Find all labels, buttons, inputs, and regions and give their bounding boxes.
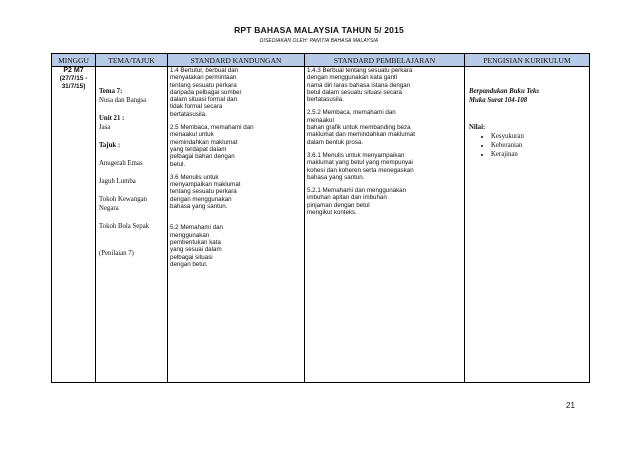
table-header-row	[52, 54, 590, 67]
tajuk-item: Jaguh Lumba	[99, 178, 136, 185]
lesson-plan-table	[51, 53, 590, 383]
unit-label: Unit 21 :	[99, 115, 125, 122]
list-item: • Kesyukuran	[491, 132, 585, 141]
list-item: • Keberanian	[491, 141, 585, 150]
week-label: P2 M7	[63, 67, 84, 74]
penilaian-label: (Penilaian 7)	[99, 250, 134, 257]
tajuk-label: Tajuk :	[99, 142, 121, 149]
buku-teks-line: Berpandukan Buku Teks	[469, 88, 540, 95]
sk-item-3: 3.6 Menulis untuk menyampaikan maklumat tentang sesuatu perkara dengan menggunakan bahasa yang santun.	[170, 173, 241, 211]
tajuk-item: Tokoh Bola Sepak	[99, 223, 150, 230]
muka-surat-line: Muka Surat 104-108	[469, 97, 528, 104]
sk-item-1: 1.4 Bertutur, berbual dan menyatakan permintaan tentang sesuatu perkara daripada pelbagai sumber dalam situasi formal dan tidak formal secara bertatasusila.	[170, 67, 242, 118]
header-standard-pembelajaran: STANDARD PEMBELAJARAN	[305, 54, 465, 67]
page-number: 21	[566, 401, 575, 410]
tajuk-item: Anugerah Emas	[99, 160, 143, 167]
week-dates-end: 31/7/15)	[61, 83, 86, 90]
table-row	[52, 67, 590, 383]
sk-item-2: 2.5 Membaca, memahami dan menaakul untuk memindahkan maklumat yang terdapat dalam pelbagai bahan dengan betul.	[170, 124, 254, 168]
sp-item-2: 2.5.2 Membaca, memahami dan menaakul bahan grafik untuk membanding beza maklumat dan memindahkan maklumat dalam bentuk prosa.	[307, 109, 415, 146]
cell-standard-pembelajaran	[305, 67, 465, 383]
week-dates-start: (27/7/15 -	[59, 75, 88, 82]
sp-item-4: 5.2.1 Memahami dan menggunakan imbuhan apitan dan imbuhan pinjaman dengan betul mengikut konteks.	[307, 187, 407, 217]
sp-item-3: 3.6.1 Menulis untuk menyampaikan maklumat yang betul yang mempunyai kohesi dan koheren serta menegaskan bahasa yang santun.	[307, 151, 414, 181]
document-title: RPT BAHASA MALAYSIA TAHUN 5/ 2015	[234, 25, 404, 35]
header-standard-kandungan: STANDARD KANDUNGAN	[168, 54, 305, 67]
header-pengisian-kurikulum: PENGISIAN KURIKULUM	[465, 54, 590, 67]
sk-item-4: 5.2 Memahami dan menggunakan pembentukan kata yang sesuai dalam pelbagai situasi dengan betul.	[170, 224, 223, 268]
header-tema-tajuk: TEMA/TAJUK	[96, 54, 168, 67]
tema-name: Nusa dan Bangsa	[99, 97, 147, 104]
tema-label: Tema 7:	[99, 88, 123, 95]
list-item: • Kerajinan	[491, 150, 585, 159]
document-subtitle: DISEDIAKAN OLEH: PANITIA BAHASA MALAYSIA	[259, 38, 379, 44]
cell-pengisian-kurikulum	[465, 67, 590, 383]
cell-tema-tajuk	[96, 67, 168, 383]
nilai-label: Nilai:	[469, 124, 486, 131]
sp-item-1: 1.4.3 Berbual tentang sesuatu perkara dengan menggunakan kata ganti nama diri laras bahasa istana dengan betul dalam sesuatu situasi secara bertatasusila.	[307, 67, 413, 104]
nilai-list	[469, 132, 585, 159]
cell-standard-kandungan	[168, 67, 305, 383]
tajuk-item: Tokoh Kewangan Negara	[99, 196, 148, 212]
unit-name: Jasa	[99, 124, 111, 131]
cell-minggu	[52, 67, 96, 383]
header-minggu: MINGGU	[52, 54, 96, 67]
